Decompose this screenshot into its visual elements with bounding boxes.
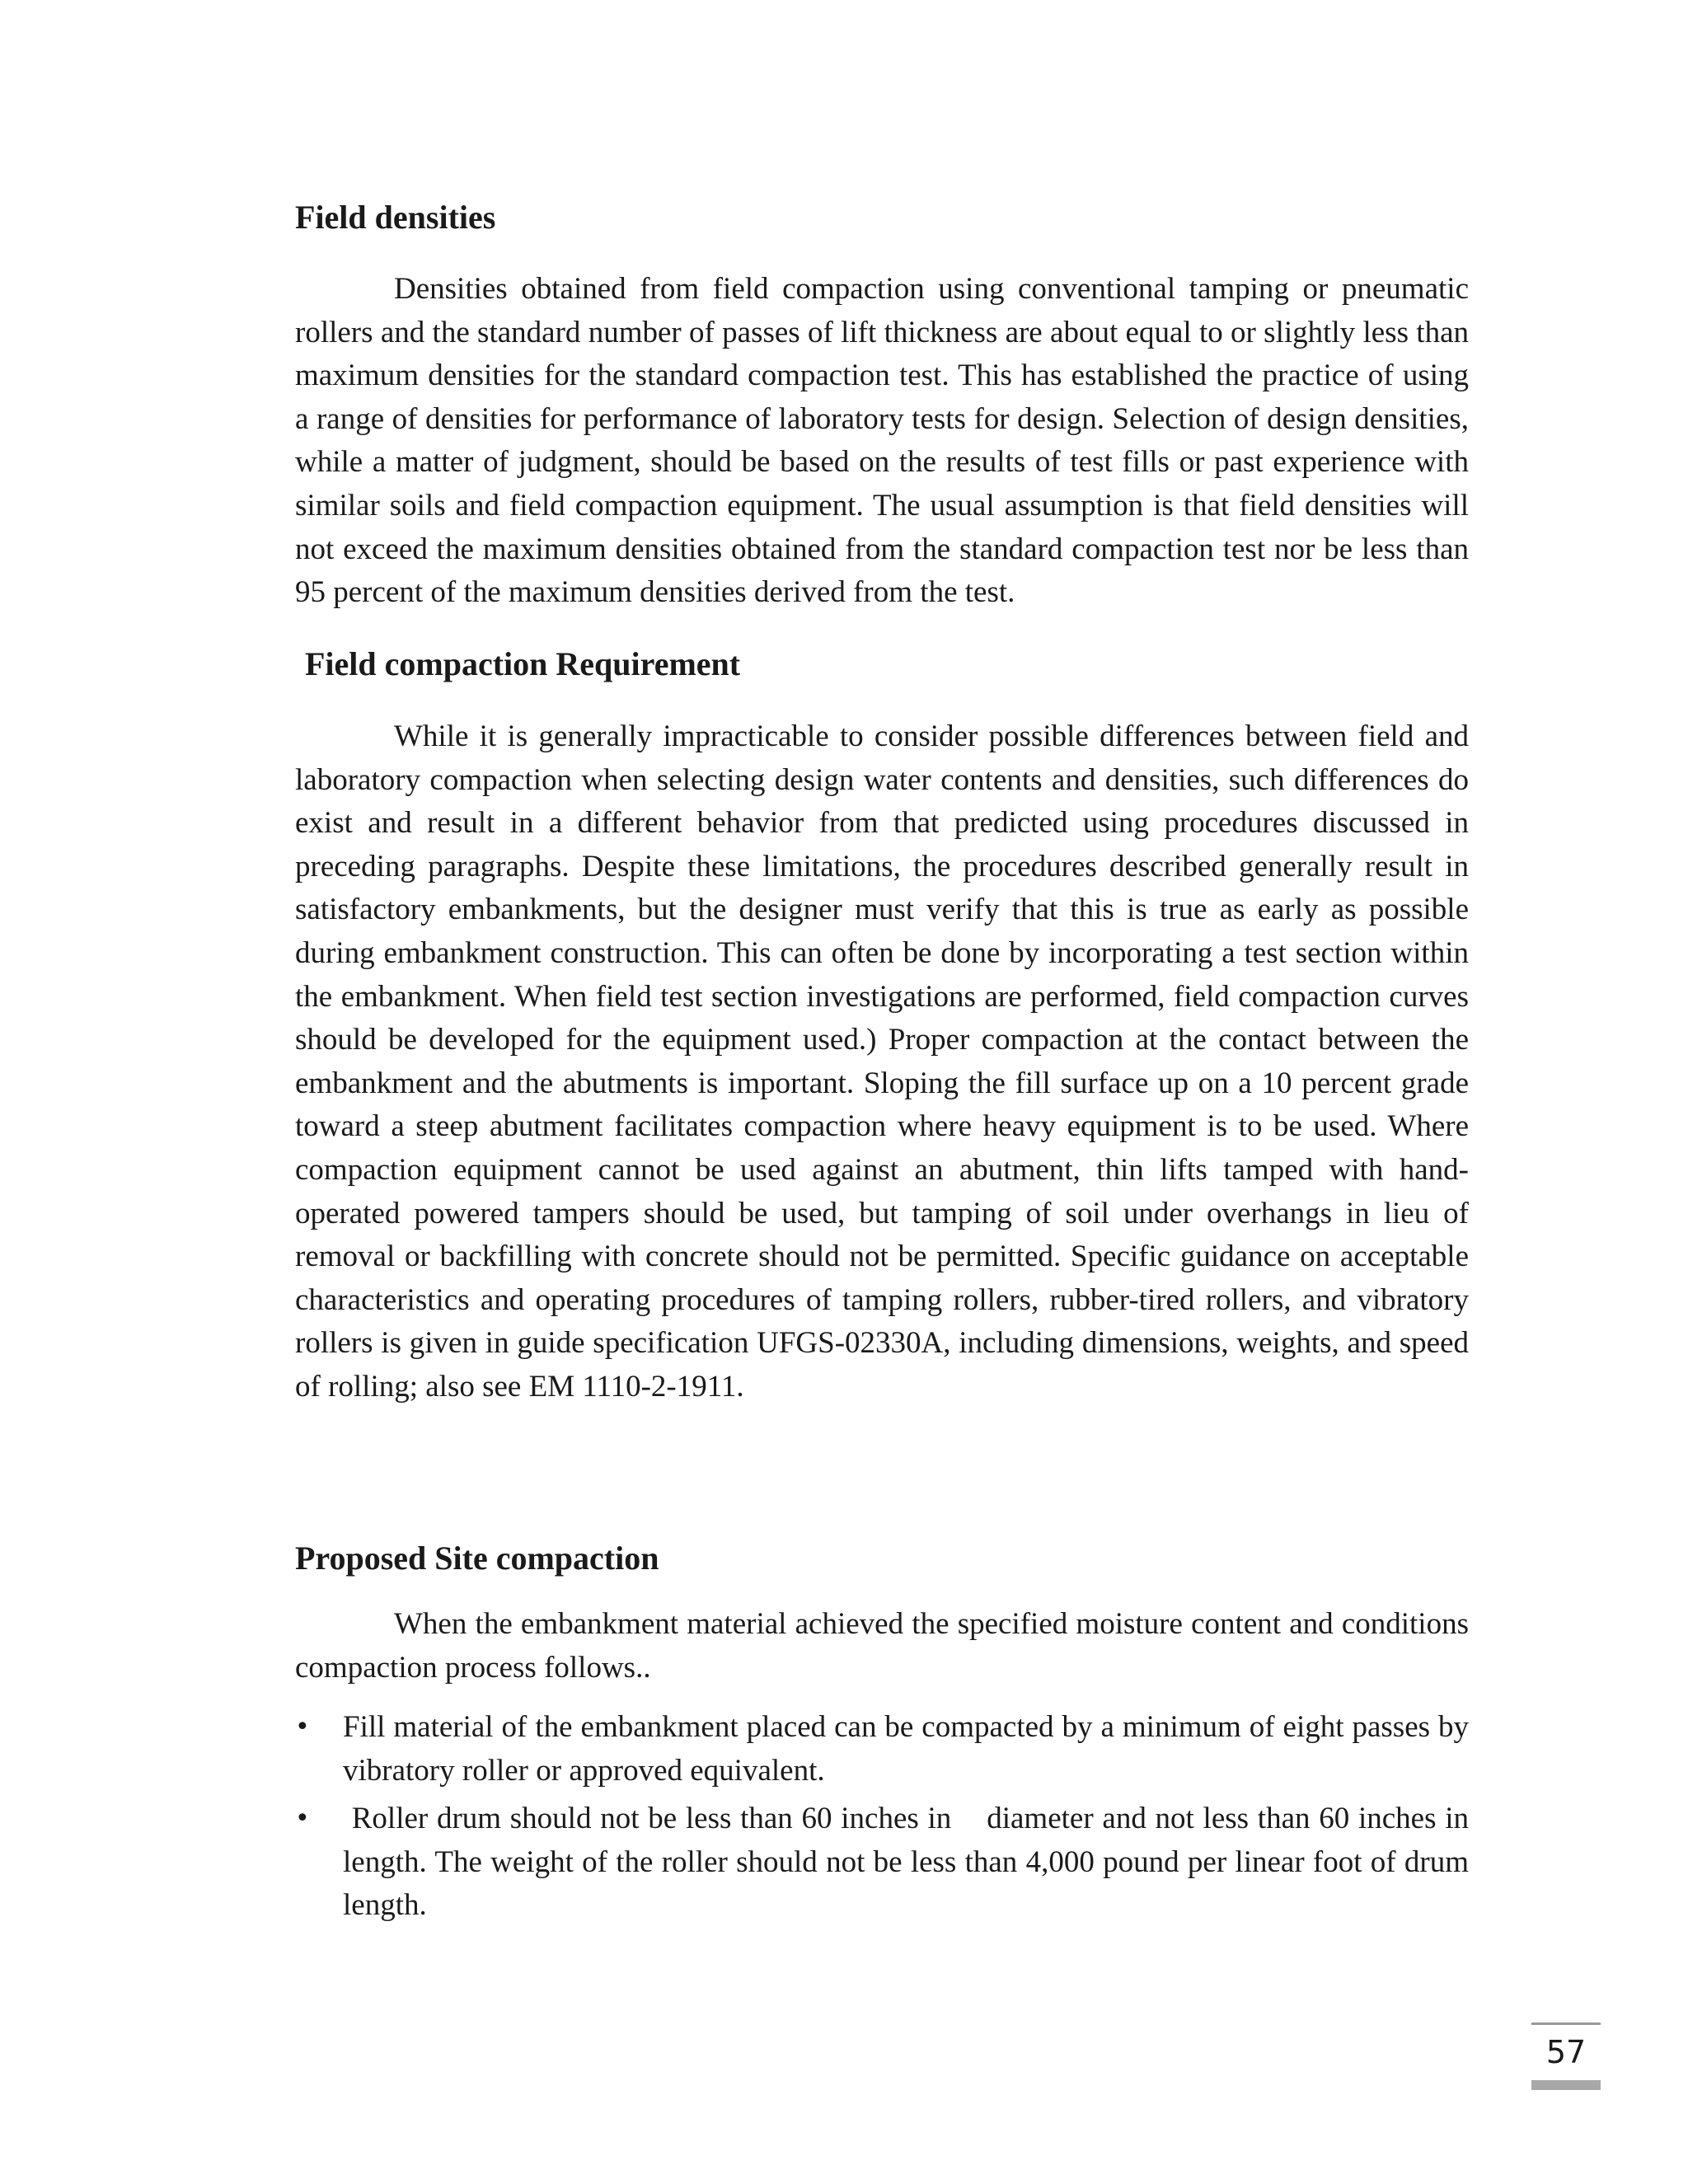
- bullet-list: [295, 1706, 1477, 1933]
- paragraph-field-compaction-requirement: While it is generally impracticable to consider possible differences between field and laboratory compaction when selecting design water contents and densities, such differences do exist and result in a different behavior from that predicted using procedures discussed in preceding paragraphs. Despite these limitations, the procedures described generally result in satisfactory embankments, but the designer must verify that this is true as early as possible during embankment construction. This can often be done by incorporating a test section within the embankment. When field test section investigations are performed, field compaction curves should be developed for the equipment used.) Proper compaction at the contact between the embankment and the abutments is important. Sloping the fill surface up on a 10 percent grade toward a steep abutment facilitates compaction where heavy equipment is to be used. Where compaction equipment cannot be used against an abutment, thin lifts tamped with hand-operated powered tampers should be used, but tamping of soil under overhangs in lieu of removal or backfilling with concrete should not be permitted. Specific guidance on acceptable characteristics and operating procedures of tamping rollers, rubber-tired rollers, and vibratory rollers is given in guide specification UFGS-02330A, including dimensions, weights, and speed of rolling; also see EM 1110-2-1911.: [295, 719, 1469, 1404]
- list-item-text: Roller drum should not be less than 60 inches in diameter and not less than 60 inches in length. The weight of the roller should not be less than 4,000 pound per linear foot of drum length.: [343, 1802, 1477, 1923]
- page-number-top-rule: [1531, 2022, 1601, 2025]
- page-number: 57: [1545, 2034, 1587, 2070]
- bullet-icon: •: [295, 1713, 310, 1741]
- list-item-text: Fill material of the embankment placed can be compacted by a minimum of eight passes by vibratory roller or approved equivalent.: [343, 1710, 1469, 1788]
- section-heading-field-densities: Field densities: [295, 199, 496, 236]
- page-number-bottom-bar: [1531, 2080, 1601, 2090]
- section-heading-proposed-site-compaction: Proposed Site compaction: [295, 1540, 659, 1577]
- list-item: [295, 1706, 1469, 1793]
- paragraph-proposed-site-compaction: When the embankment material achieved the specified moisture content and conditions compaction process follows..: [295, 1607, 1469, 1685]
- paragraph-field-densities: Densities obtained from field compaction using conventional tamping or pneumatic rollers and the standard number of passes of lift thickness are about equal to or slightly less than maximum densities for the standard compaction test. This has established the practice of using a range of densities for performance of laboratory tests for design. Selection of design densities, while a matter of judgment, should be based on the results of test fills or past experience with similar soils and field compaction equipment. The usual assumption is that field densities will not exceed the maximum densities obtained from the standard compaction test nor be less than 95 percent of the maximum densities derived from the test.: [295, 272, 1469, 610]
- bullet-icon: •: [295, 1804, 310, 1834]
- list-item: [295, 1797, 1477, 1928]
- section-heading-field-compaction-requirement: Field compaction Requirement: [305, 645, 741, 682]
- page-number-box: [1531, 2022, 1601, 2090]
